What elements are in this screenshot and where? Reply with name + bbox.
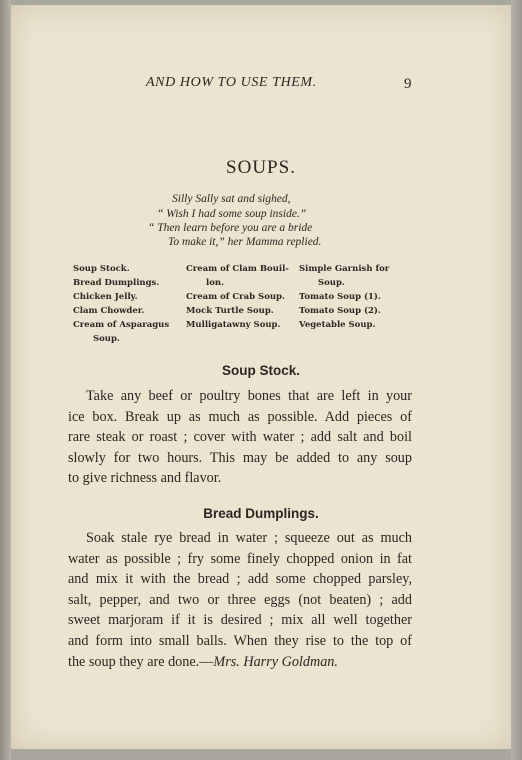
- verse-line: To make it,” her Mamma replied.: [168, 236, 322, 248]
- paragraph-line: ice box. Break up as much as possible. Add pieces of: [68, 408, 412, 425]
- toc-item: Clam Chowder.: [73, 306, 145, 316]
- toc-item: Tomato Soup (1).: [299, 292, 381, 302]
- paragraph-line-final: [68, 652, 412, 673]
- running-head: AND HOW TO USE THEM.: [146, 75, 317, 90]
- page-number: 9: [404, 76, 412, 92]
- toc-item-continuation: Soup.: [93, 334, 120, 344]
- paragraph-line: water as possible ; fry some finely chopped onion in fat: [68, 550, 412, 567]
- recipe-paragraph: [68, 528, 412, 672]
- toc-item: Chicken Jelly.: [73, 292, 138, 302]
- section-title: SOUPS.: [226, 157, 296, 178]
- paragraph-line: sweet marjoram if it is desired ; mix all well together: [68, 612, 412, 629]
- toc-item-continuation: lon.: [206, 278, 225, 288]
- toc-item: Simple Garnish for: [299, 264, 390, 274]
- verse-line: “ Wish I had some soup inside.”: [157, 208, 307, 220]
- paragraph-line: salt, pepper, and two or three eggs (not beaten) ; add: [68, 591, 412, 608]
- paragraph-line: rare steak or roast ; cover with water ; add salt and boil: [68, 429, 412, 446]
- paragraph-line: to give richness and flavor.: [68, 470, 222, 487]
- toc-item-continuation: Soup.: [318, 278, 345, 288]
- paragraph-line: slowly for two hours. This may be added to any soup: [68, 449, 412, 466]
- paragraph-line: and form into small balls. When they rise to the top of: [68, 632, 412, 649]
- toc-column: [299, 262, 389, 332]
- toc-item: Bread Dumplings.: [73, 278, 160, 288]
- book-gutter: [0, 0, 11, 760]
- toc-item: Cream of Asparagus: [73, 320, 170, 330]
- recipe-heading: Bread Dumplings.: [203, 506, 319, 521]
- toc-item: Soup Stock.: [73, 264, 130, 274]
- recipe-paragraph: [68, 386, 412, 489]
- toc-column: [73, 262, 169, 346]
- toc-column: [186, 262, 289, 332]
- verse-line: Silly Sally sat and sighed,: [172, 193, 291, 205]
- toc-item: Mulligatawny Soup.: [186, 320, 281, 330]
- toc-item: Cream of Clam Bouil-: [186, 264, 289, 274]
- recipe-attribution: Mrs. Harry Goldman.: [213, 653, 338, 670]
- verse-line: “ Then learn before you are a bride: [148, 222, 313, 234]
- paragraph-line: and mix it with the bread ; add some chopped parsley,: [68, 571, 412, 588]
- toc-item: Tomato Soup (2).: [299, 306, 381, 316]
- book-cover-edge: [511, 0, 522, 760]
- paragraph-line: Soak stale rye bread in water ; squeeze out as much: [86, 530, 412, 546]
- paragraph-line: Take any beef or poultry bones that are left in your: [86, 388, 412, 404]
- paragraph-text: the soup they are done.—: [68, 653, 214, 670]
- toc-item: Mock Turtle Soup.: [186, 306, 274, 316]
- toc-item: Vegetable Soup.: [299, 320, 376, 330]
- recipe-heading: Soup Stock.: [221, 363, 300, 378]
- toc-item: Cream of Crab Soup.: [186, 292, 285, 302]
